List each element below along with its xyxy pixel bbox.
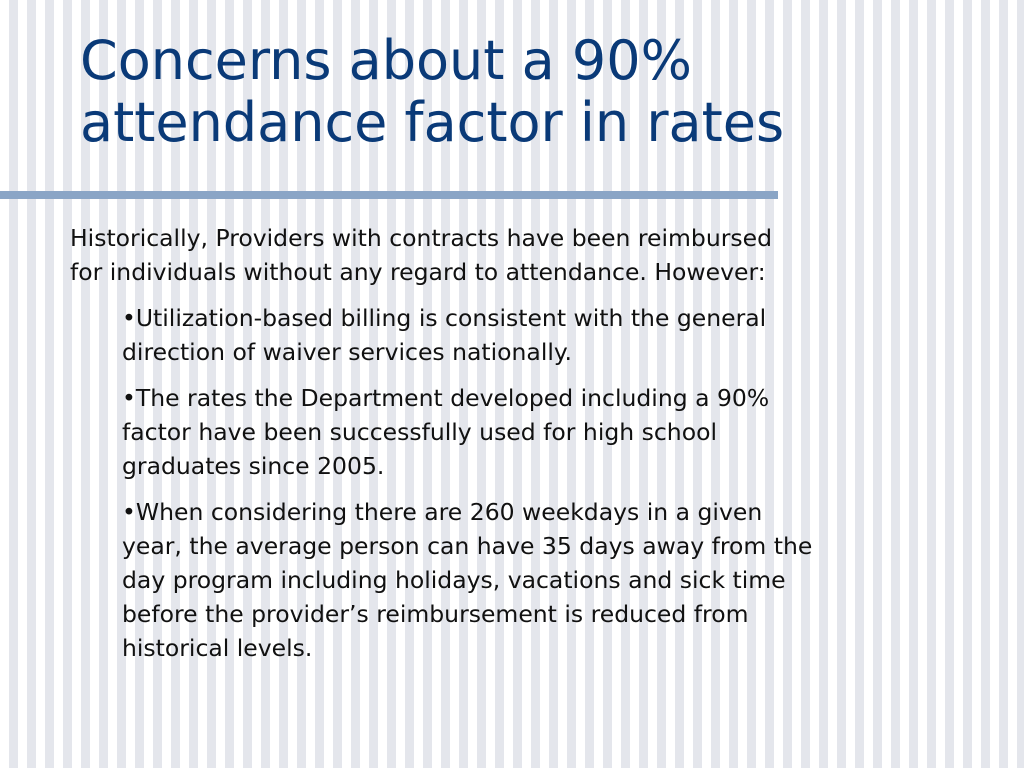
bullet-line: day program including holidays, vacations and sick time <box>122 566 786 594</box>
slide-title-line-2: attendance factor in rates <box>80 91 785 154</box>
slide-body <box>70 221 970 677</box>
bullet-item-utilization <box>122 301 970 369</box>
bullet-line: •Utilization-based billing is consistent with the general <box>122 304 767 332</box>
title-divider <box>0 191 778 199</box>
bullet-line: •The rates the Department developed including a 90% <box>122 384 770 412</box>
slide-title <box>80 30 980 154</box>
bullet-line: factor have been successfully used for high school <box>122 418 717 446</box>
bullet-line: before the provider’s reimbursement is reduced from <box>122 600 749 628</box>
intro-line-1: Historically, Providers with contracts have been reimbursed <box>70 224 773 252</box>
intro-line-2: for individuals without any regard to attendance. However: <box>70 258 766 286</box>
bullet-item-weekdays <box>122 495 970 665</box>
bullet-item-rates <box>122 381 970 483</box>
bullet-line: year, the average person can have 35 days away from the <box>122 532 813 560</box>
bullet-line: graduates since 2005. <box>122 452 385 480</box>
bullet-line: historical levels. <box>122 634 313 662</box>
intro-paragraph <box>70 221 970 289</box>
slide-title-line-1: Concerns about a 90% <box>80 29 692 92</box>
bullet-list <box>70 301 970 665</box>
bullet-line: •When considering there are 260 weekdays in a given <box>122 498 763 526</box>
bullet-line: direction of waiver services nationally. <box>122 338 572 366</box>
